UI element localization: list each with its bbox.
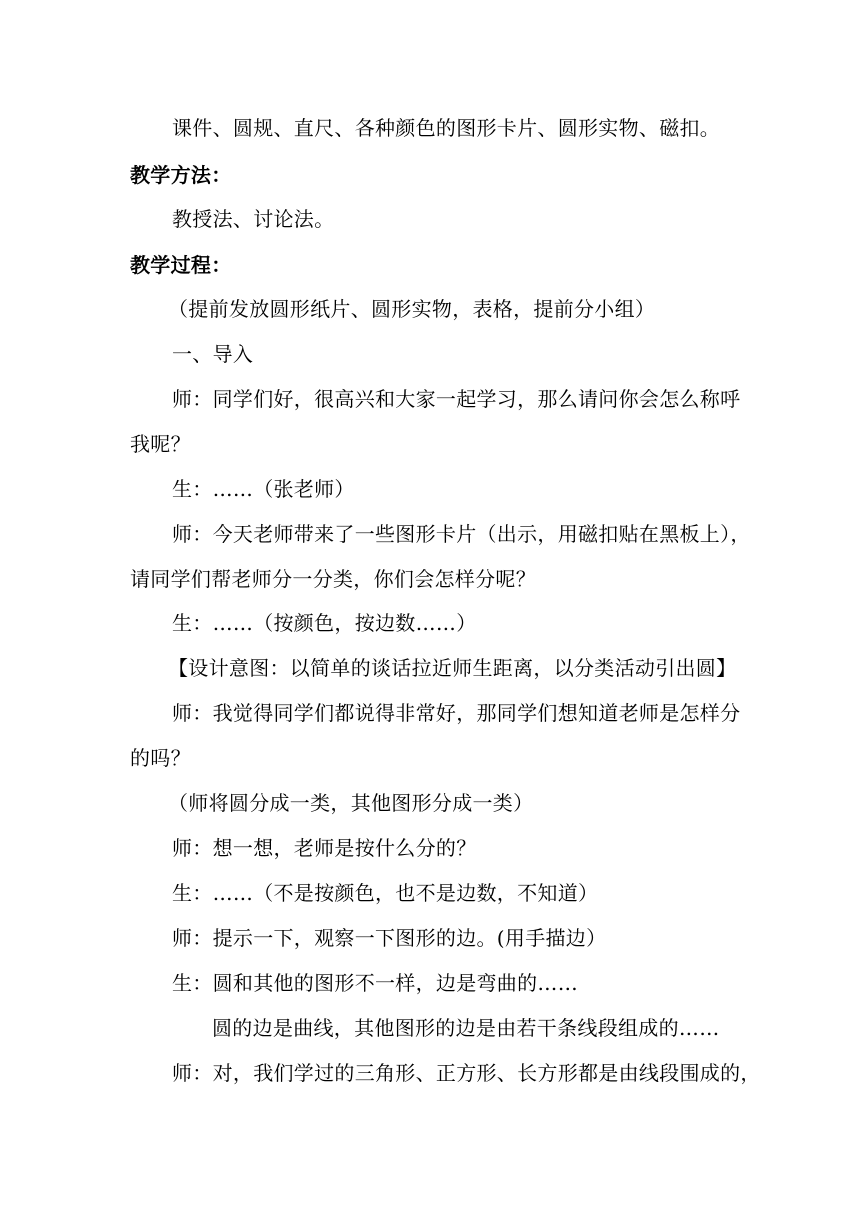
paragraph-line: 师：我觉得同学们都说得非常好，那同学们想知道老师是怎样分 bbox=[172, 701, 741, 725]
paragraph-line: 生：……（张老师） bbox=[172, 477, 355, 501]
paragraph-line: 我呢？ bbox=[130, 432, 191, 456]
paragraph-line: 师：同学们好，很高兴和大家一起学习，那么请问你会怎么称呼 bbox=[172, 387, 741, 411]
paragraph-line: 请同学们帮老师分一分类，你们会怎样分呢？ bbox=[130, 567, 536, 591]
paragraph-line: 师：想一想，老师是按什么分的？ bbox=[172, 836, 477, 860]
teaching-process-heading: 教学过程： bbox=[130, 253, 232, 277]
paragraph-line: 生：……（不是按颜色，也不是边数，不知道） bbox=[172, 881, 599, 905]
design-intent-note: 【设计意图：以简单的谈话拉近师生距离，以分类活动引出圆】 bbox=[168, 656, 737, 680]
paragraph-line: 生：……（按颜色，按边数……） bbox=[172, 611, 477, 635]
section-intro-heading: 一、导入 bbox=[172, 342, 254, 366]
teaching-methods-text: 教授法、讨论法。 bbox=[172, 207, 335, 231]
teaching-methods-heading: 教学方法： bbox=[130, 163, 232, 187]
paragraph-line: 的吗？ bbox=[130, 746, 191, 770]
paragraph-line: 师：提示一下，观察一下图形的边。(用手描边） bbox=[172, 926, 607, 950]
paragraph-line: 圆的边是曲线，其他图形的边是由若干条线段组成的…… bbox=[212, 1016, 720, 1040]
paragraph-line: 生：圆和其他的图形不一样，边是弯曲的…… bbox=[172, 971, 578, 995]
preparation-note: （提前发放圆形纸片、圆形实物，表格，提前分小组） bbox=[168, 297, 656, 321]
paragraph-line: （师将圆分成一类，其他图形分成一类） bbox=[168, 791, 534, 815]
paragraph-line: 师：今天老师带来了一些图形卡片（出示，用磁扣贴在黑板上）， bbox=[172, 522, 751, 546]
materials-line: 课件、圆规、直尺、各种颜色的图形卡片、圆形实物、磁扣。 bbox=[172, 116, 721, 140]
paragraph-line: 师：对，我们学过的三角形、正方形、长方形都是由线段围成的， bbox=[172, 1061, 761, 1085]
